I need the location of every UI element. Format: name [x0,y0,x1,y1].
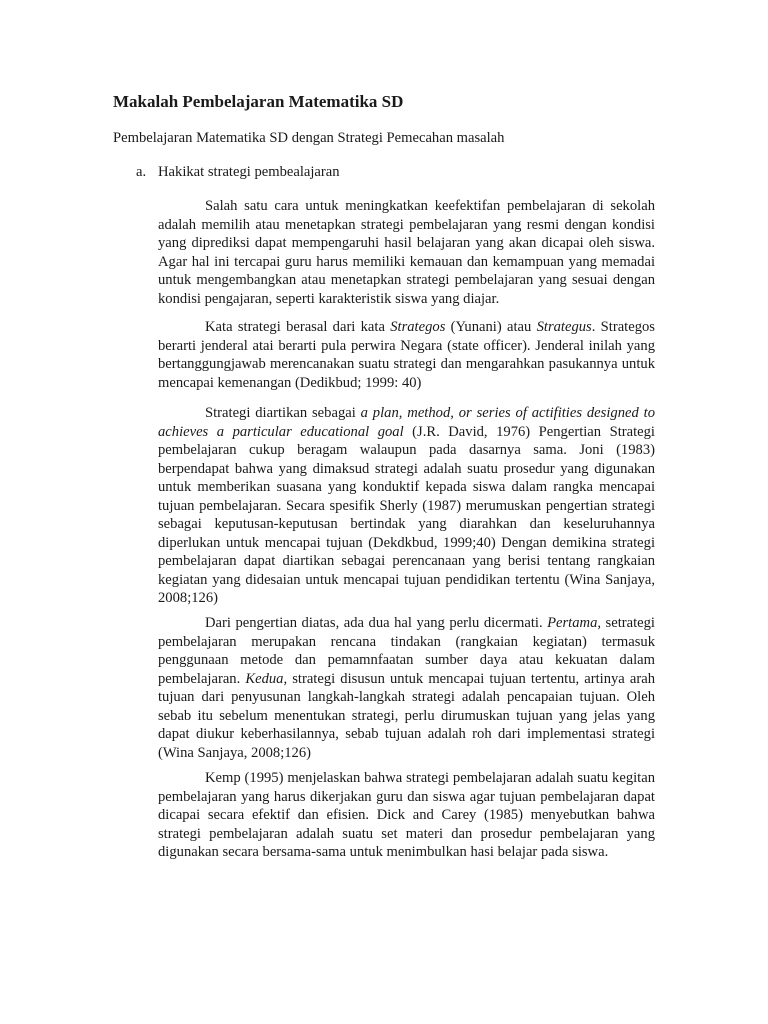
italic-term: Strategos [390,319,446,335]
paragraph-text: Kata strategi berasal dari kata [205,319,391,335]
document-subtitle: Pembelajaran Matematika SD dengan Strategi Pemecahan masalah [113,130,505,146]
paragraph-4 [158,614,655,762]
paragraph-text: (Yunani) atau [445,319,537,335]
italic-term: Strategus [536,319,592,335]
list-marker: a. [136,164,147,180]
italic-term: Kedua, [245,670,288,687]
paragraph-text: . Strategos berarti jenderal atai berarti pula perwira Negara (state officer). Jenderal inilah yang bertanggungjawab merencanakan suatu strategi dan mengarahkan pasukannya untuk mencapai kemenangan (Dedikbud; 1999: 40) [158,319,655,391]
section-heading [136,162,340,182]
paragraph-1: Salah satu cara untuk meningkatkan keefektifan pembelajaran di sekolah adalah memilih atau menetapkan strategi pembelajaran yang resmi dengan kondisi yang diprediksi dapat mempengaruhi hasil belajaran yang akan dicapai oleh siswa. Agar hal ini tercapai guru harus memiliki kemauan dan kemampuan yang memadai untuk mengembangkan atau menetapkan strategi pembelajaran yang sesuai dengan kondisi pengajaran, seperti karakteristik siswa yang diajar. [158,198,655,307]
paragraph-text: strategi disusun untuk mencapai tujuan tertentu, artinya arah tujuan dari penyusunan langkah-langkah strategi adalah pencapaian tujuan. Oleh sebab itu sebelum menentukan strategi, perlu dirumuskan tujuan yang jelas yang dapat diukur keberhasilannya, sebab tujuan adalah roh dari implementasi strategi (Wina Sanjaya, 2008;126) [158,670,655,761]
italic-term: Pertama, [547,615,602,631]
paragraph-5: Kemp (1995) menjelaskan bahwa strategi pembelajaran adalah suatu kegitan pembelajaran yang harus dikerjakan guru dan siswa agar tujuan pembelajaran dapat dicapai secara efektif dan efisien. Dick and Carey (1985) menyebutkan bahwa strategi pembelajaran adalah suatu set materi dan prosedur pembelajaran yang digunakan secara bersama-sama untuk menimbulkan hasi belajar pada siswa. [158,770,655,860]
paragraph-3 [158,404,655,608]
italic-quote: a plan, method, or series of actifities designed to achieves a particular educational goal [158,405,655,440]
paragraph-2 [158,318,655,392]
paragraph-text: (J.R. David, 1976) Pengertian Strategi pembelajaran cukup beragam walaupun pada dasarnya sama. Joni (1983) berpendapat bahwa yang dimaksud strategi adalah suatu prosedur yang digunakan untuk memberikan suasana yang konduktif kepada siswa dalam rangka mencapai tujuan pembelajaran. Secara spesifik Sherly (1987) merumuskan pengertian strategi sebagai keputusan-keputusan bertindak yang diarahkan dan keseluruhannya diperlukan untuk mencapai tujuan (Dekdkbud, 1999;40) Dengan demikina strategi pembelajaran dapat diartikan sebagai perencanaan yang berisi tentang rangkaian kegiatan yang didesaian untuk mencapai tujuan pendidikan tertentu (Wina Sanjaya, 2008;126) [158,423,655,606]
document-title: Makalah Pembelajaran Matematika SD [113,92,404,111]
paragraph-text: Strategi diartikan sebagai [205,405,361,421]
paragraph-text: Dari pengertian diatas, ada dua hal yang perlu dicermati. [205,615,548,631]
section-heading-text: Hakikat strategi pembealajaran [158,164,340,180]
paragraph-text: setrategi pembelajaran merupakan rencana tindakan (rangkaian kegiatan) termasuk penggunaan metode dan pemamnfaatan sumber daya atau kekuatan dalam pembelajaran. [158,615,655,687]
